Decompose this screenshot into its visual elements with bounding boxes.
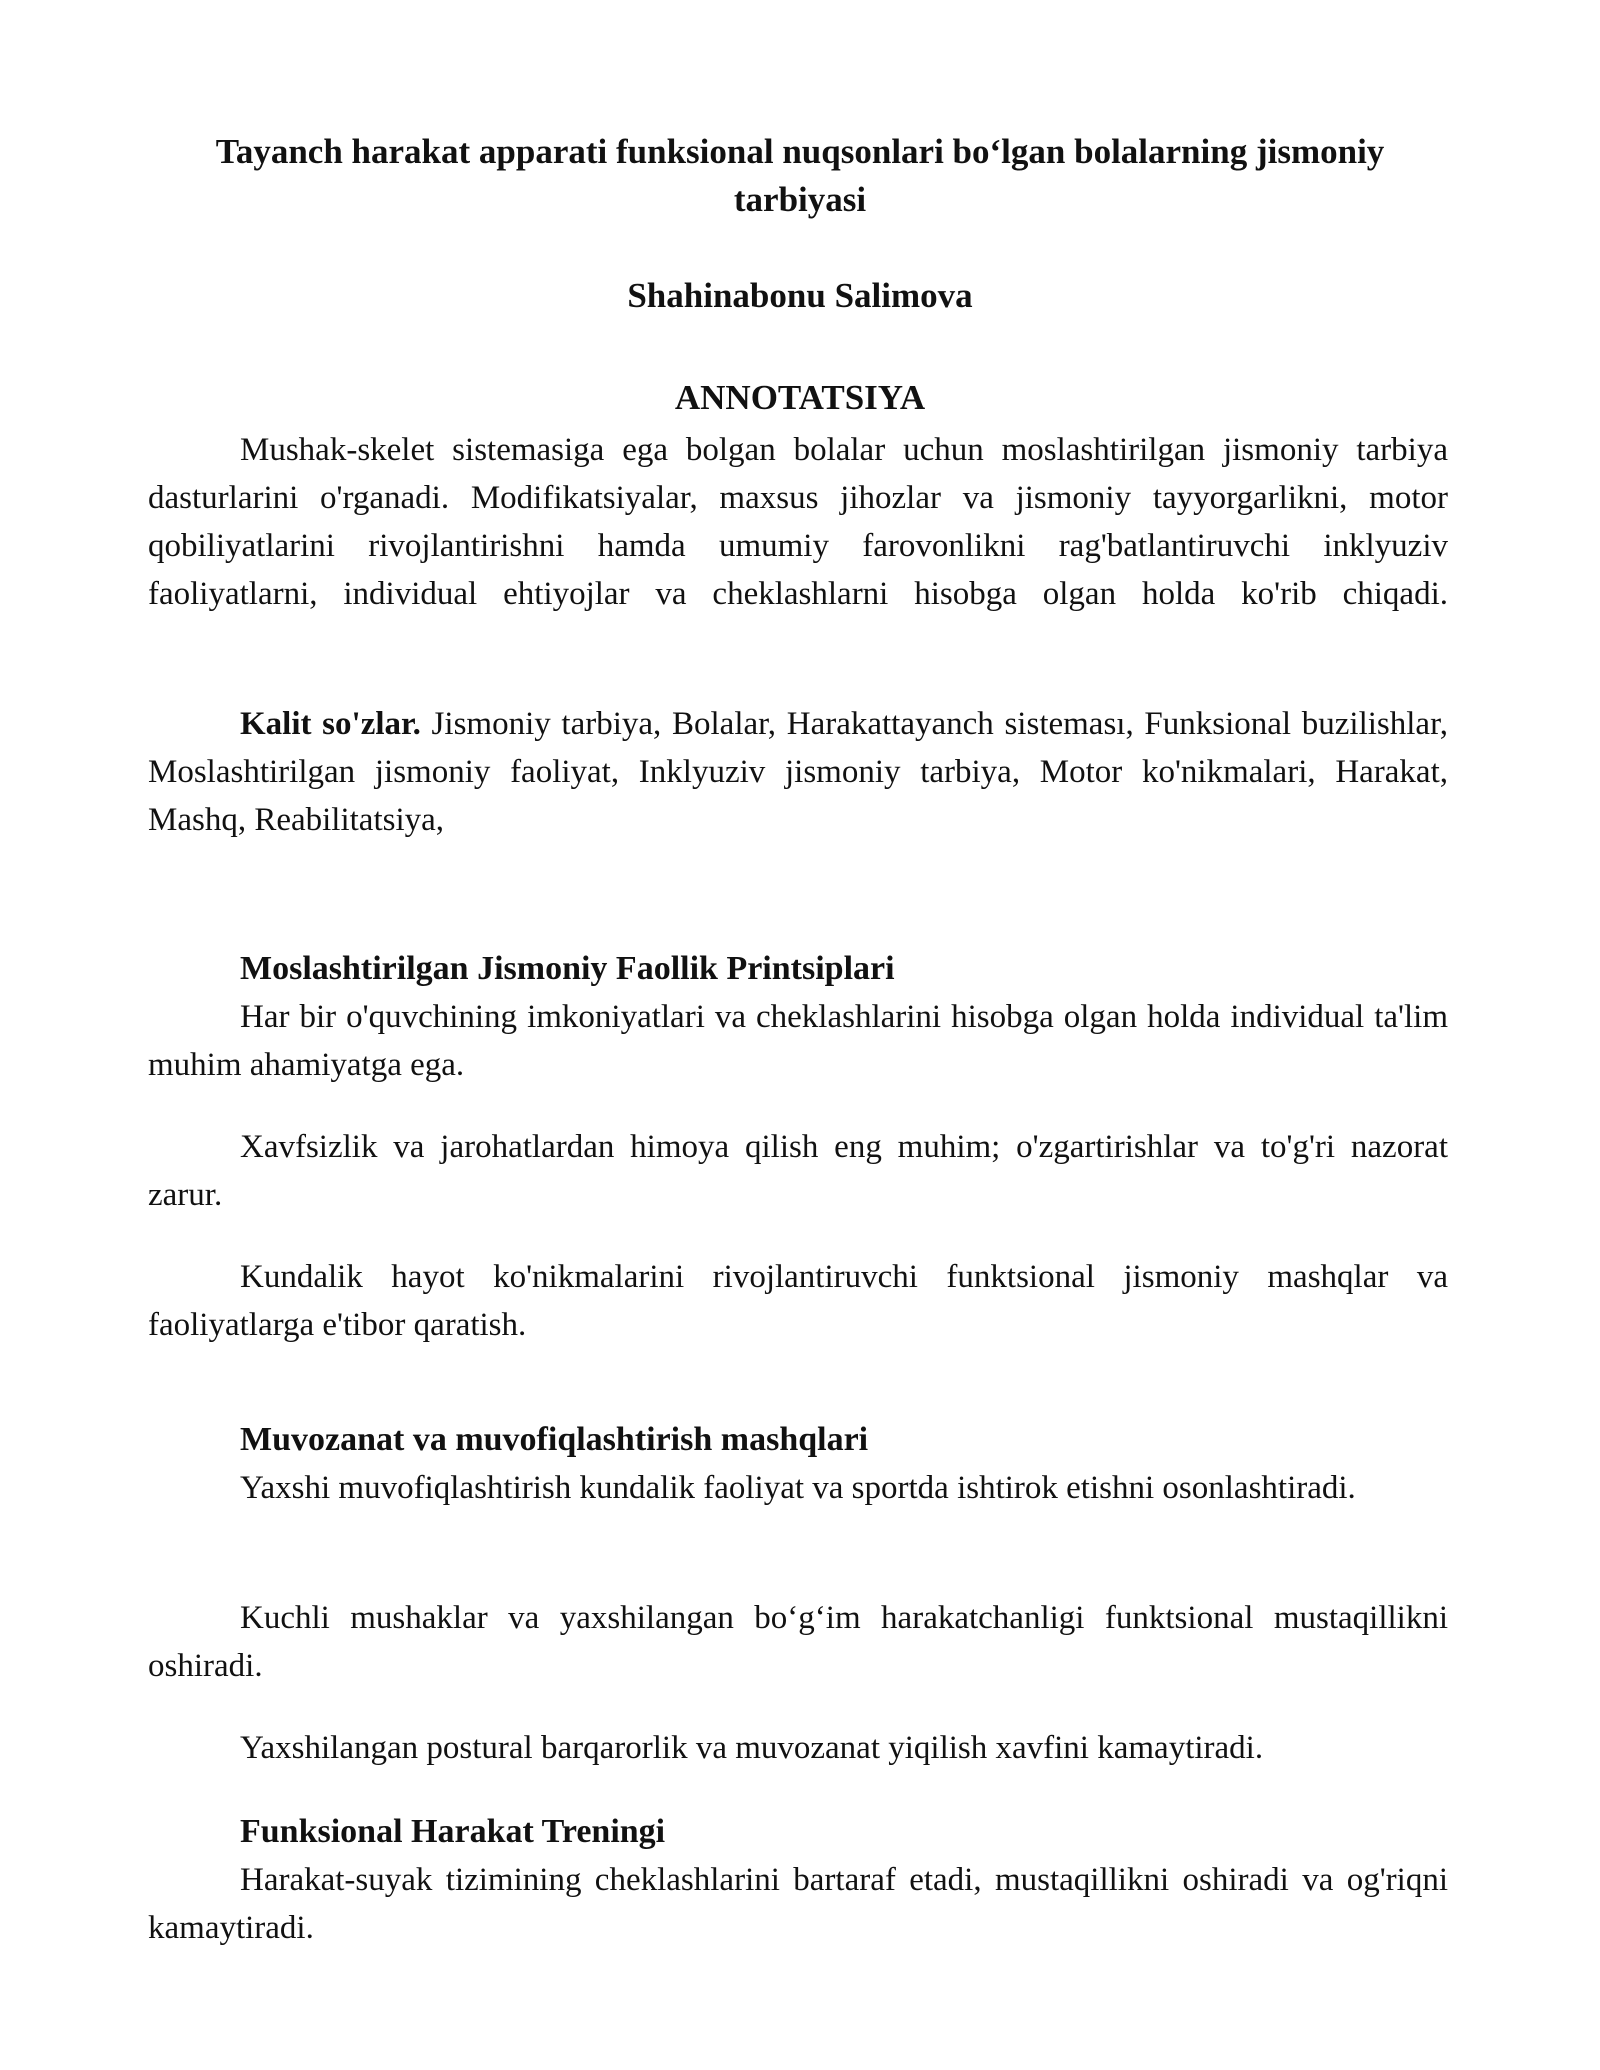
section-paragraph: Har bir o'quvchining imkoniyatlari va cheklashlarini hisobga olgan holda individual ta'lim muhim ahamiyatga ega. [148, 999, 1448, 1083]
author-name: Shahinabonu Salimova [627, 276, 973, 315]
section-paragraph: Yaxshilangan postural barqarorlik va muvozanat yiqilish xavfini kamaytiradi. [240, 1730, 1264, 1766]
section-heading-principles: Moslashtirilgan Jismoniy Faollik Printsiplari [240, 950, 895, 987]
section-paragraph: Kundalik hayot ko'nikmalarini rivojlantiruvchi funktsional jismoniy mashqlar va faoliyatlarga e'tibor qaratish. [148, 1259, 1448, 1343]
section-heading-functional: Funksional Harakat Treningi [240, 1813, 666, 1850]
keywords-text: Jismoniy tarbiya, Bolalar, Harakattayanch sisteması, Funksional buzilishlar, Moslashtirilgan jismoniy faoliyat, Inklyuziv jismoniy tarbiya, Motor ko'nikmalari, Harakat, Mashq, Reabilitatsiya, [148, 706, 1448, 838]
document-title: Tayanch harakat apparati funksional nuqsonlari bo‘lgan bolalarning jismoniy tarbiyasi [215, 132, 1385, 219]
keywords-label: Kalit so'zlar. [240, 706, 421, 742]
abstract-heading: ANNOTATSIYA [674, 378, 926, 417]
keywords-paragraph [148, 700, 1448, 844]
section-paragraph: Harakat-suyak tizimining cheklashlarini bartaraf etadi, mustaqillikni oshiradi va og'riqni kamaytiradi. [148, 1862, 1448, 1946]
section-paragraph: Xavfsizlik va jarohatlardan himoya qilish eng muhim; o'zgartirishlar va to'g'ri nazorat zarur. [148, 1129, 1448, 1213]
section-heading-balance: Muvozanat va muvofiqlashtirish mashqlari [240, 1421, 869, 1458]
section-paragraph: Yaxshi muvofiqlashtirish kundalik faoliyat va sportda ishtirok etishni osonlashtiradi. [240, 1470, 1356, 1506]
section-paragraph: Kuchli mushaklar va yaxshilangan bo‘g‘im harakatchanligi funktsional mustaqillikni oshiradi. [148, 1600, 1448, 1684]
abstract-paragraph: Mushak-skelet sistemasiga ega bolgan bolalar uchun moslashtirilgan jismoniy tarbiya dasturlarini o'rganadi. Modifikatsiyalar, maxsus jihozlar va jismoniy tayyorgarlikni, motor qobiliyatlarini rivojlantirishni hamda umumiy farovonlikni rag'batlantiruvchi inklyuziv faoliyatlarni, individual ehtiyojlar va cheklashlarni hisobga olgan holda ko'rib chiqadi. [148, 432, 1448, 612]
